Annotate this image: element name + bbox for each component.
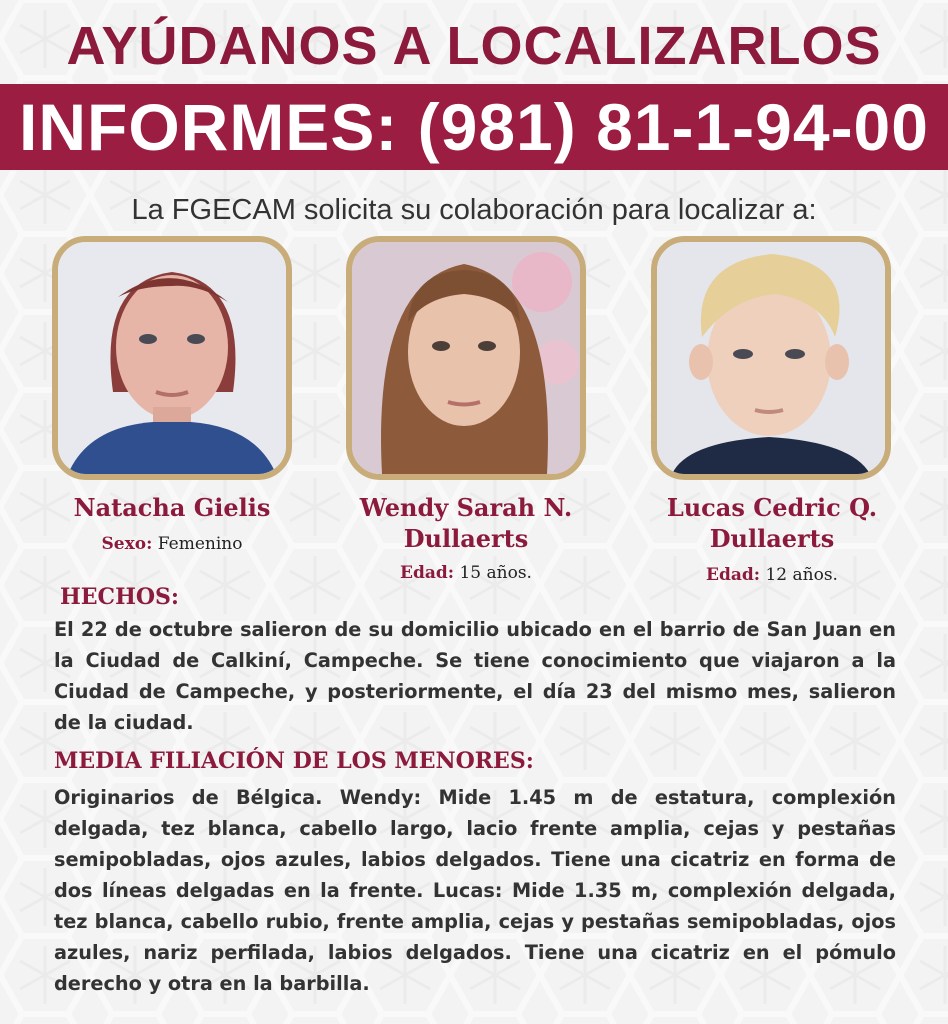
person-name-lucas — [636, 492, 908, 554]
name-line: Dullaerts — [709, 524, 835, 553]
info-label: Edad: — [400, 563, 455, 583]
photo-wendy — [346, 236, 586, 480]
photo-natacha — [52, 236, 292, 480]
name-line: Wendy Sarah N. — [359, 493, 573, 522]
person-name-natacha: Natacha Gielis — [73, 493, 271, 522]
name-line: Dullaerts — [403, 524, 529, 553]
info-value: 12 años. — [765, 565, 838, 585]
person-info-lucas — [636, 563, 908, 587]
info-label: Sexo: — [101, 534, 153, 554]
person-info-natacha — [40, 532, 304, 556]
page-title: AYÚDANOS A LOCALIZARLOS — [66, 16, 882, 76]
filiacion-text: Originarios de Bélgica. Wendy: Mide 1.45 m de estatura, complexión delgada, tez blanca, cabello largo, lacio frente amplia, cejas y pestañas semipobladas, ojos azules, labios delgados. Tiene una cicatriz en forma de dos líneas delgadas en la frente. Lucas: Mide 1.35 m, complexión delgada, tez blanca, cabello rubio, frente amplia, cejas y pestañas semipobladas, ojos azules, nariz perfilada, labios delgados. Tiene una cicatriz en el pómulo derecho y otra en la barbilla. — [54, 786, 896, 995]
info-value: 15 años. — [459, 563, 532, 583]
person-name-wendy — [330, 492, 602, 554]
info-label: Edad: — [706, 565, 761, 585]
hechos-heading: HECHOS: — [60, 584, 180, 610]
request-subtitle: La FGECAM solicita su colaboración para localizar a: — [131, 194, 817, 226]
filiacion-heading: MEDIA FILIACIÓN DE LOS MENORES: — [54, 748, 534, 774]
hechos-text: El 22 de octubre salieron de su domicilio ubicado en el barrio de San Juan en la Ciudad de Calkiní, Campeche. Se tiene conocimiento que viajaron a la Ciudad de Campeche, y posteriormente, el día 23 del mismo mes, salieron de la ciudad. — [54, 618, 896, 734]
person-info-wendy — [330, 561, 602, 585]
name-line: Lucas Cedric Q. — [666, 493, 878, 522]
info-value: Femenino — [157, 534, 243, 554]
contact-phone: INFORMES: (981) 81-1-94-00 — [19, 90, 929, 164]
photo-lucas — [651, 236, 891, 480]
